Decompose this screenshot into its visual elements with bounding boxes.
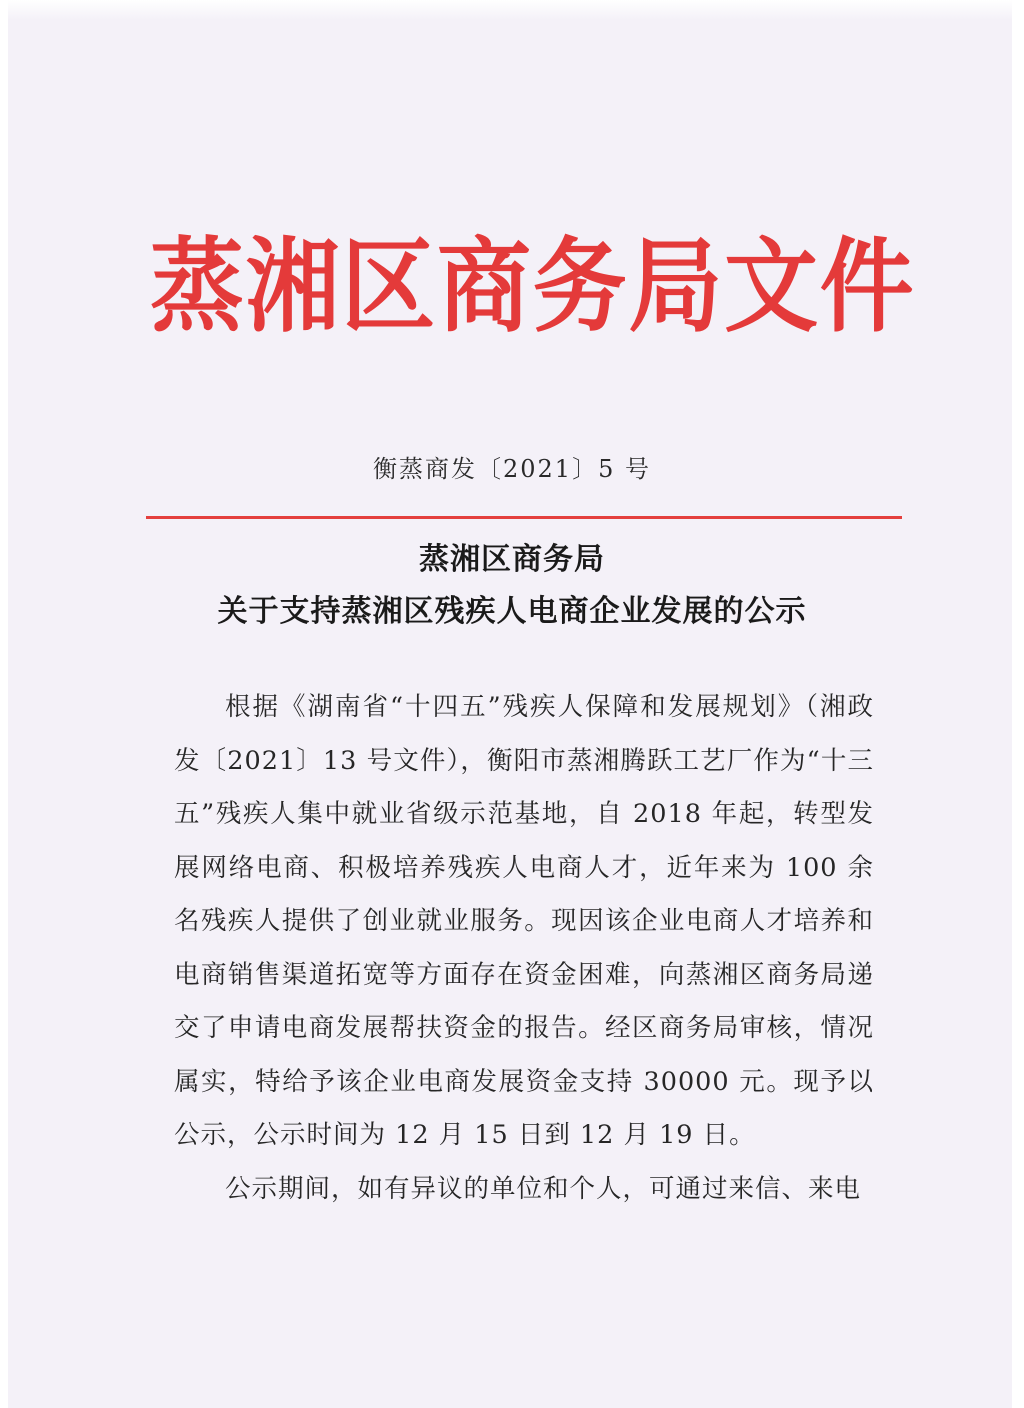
scan-right-edge [1012,0,1024,1408]
scan-left-edge [0,0,8,1408]
notice-title-issuer: 蒸湘区商务局 [419,542,605,577]
body-paragraph: 公示期间，如有异议的单位和个人，可通过来信、来电 [225,1173,862,1204]
document-header-title: 蒸湘区商务局文件 [150,227,916,347]
document-body [174,681,874,1216]
document-number: 衡蒸商发〔2021〕5 号 [373,455,651,483]
scan-top-edge [0,0,1024,20]
notice-title-subject: 关于支持蒸湘区残疾人电商企业发展的公示 [217,594,807,629]
red-divider-rule [146,516,902,519]
body-paragraph: 根据《湖南省“十四五”残疾人保障和发展规划》（湘政发〔2021〕13 号文件），衡阳市蒸湘腾跃工艺厂作为“十三五”残疾人集中就业省级示范基地，自 2018 年起，转型发展网络电商、积极培养残疾人电商人才，近年来为 100 余名残疾人提供了创业就业服务。现因该企业电商人才培养和电商销售渠道拓宽等方面存在资金困难，向蒸湘区商务局递交了申请电商发展帮扶资金的报告。经区商务局审核，情况属实，特给予该企业电商发展资金支持 30000 元。现予以公示，公示时间为 12 月 15 日到 12 月 19 日。 [174,692,874,1150]
